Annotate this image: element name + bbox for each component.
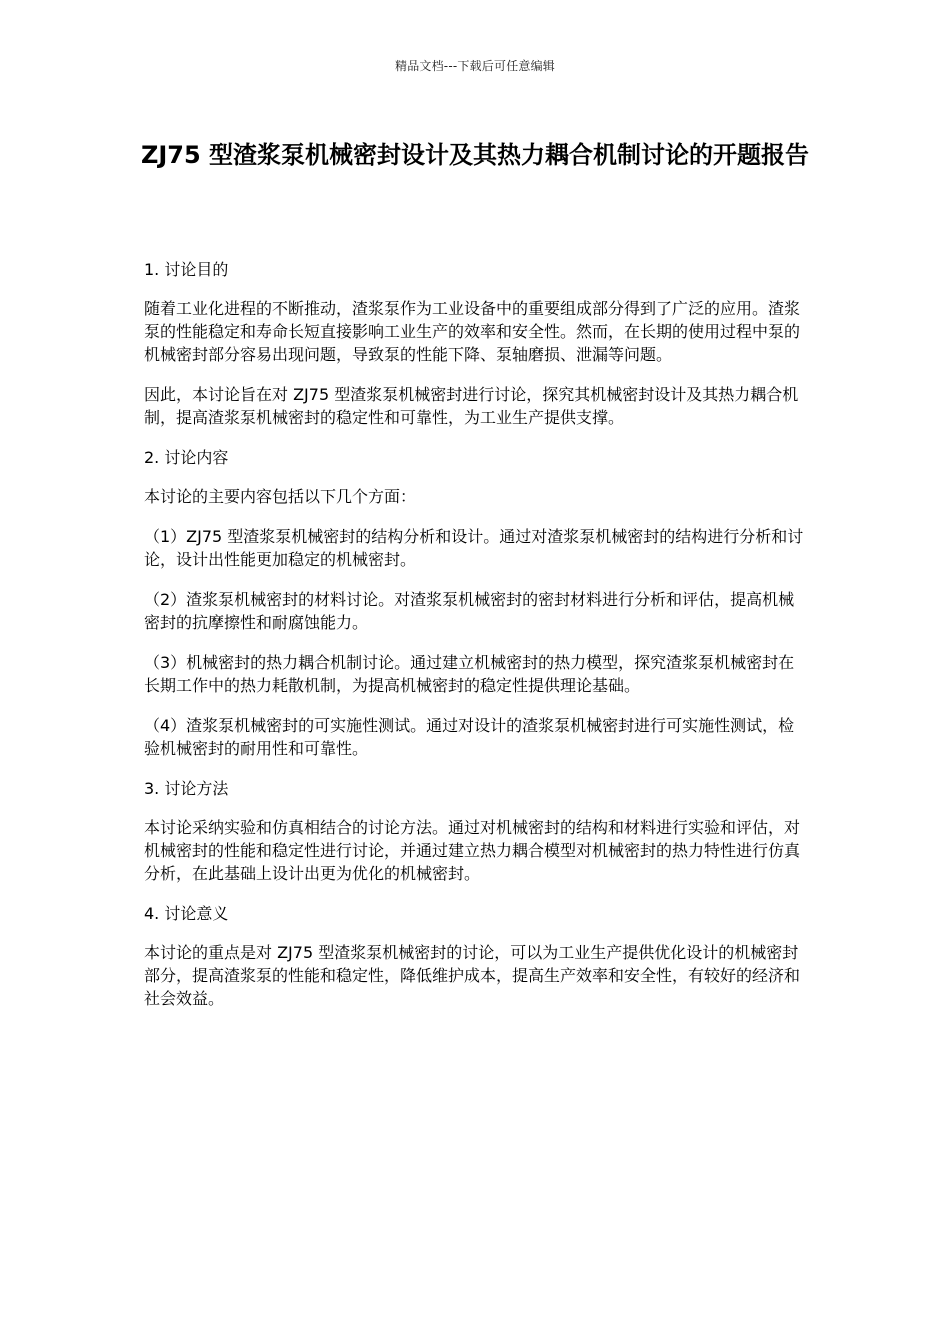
section-heading-significance: 4. 讨论意义	[144, 904, 229, 923]
document-title: ZJ75 型渣浆泵机械密封设计及其热力耦合机制讨论的开题报告	[140, 141, 810, 169]
list-item: （3）机械密封的热力耦合机制讨论。通过建立机械密封的热力模型，探究渣浆泵机械密封在长期工作中的热力耗散机制，为提高机械密封的稳定性提供理论基础。	[144, 653, 795, 695]
paragraph: 本讨论的重点是对 ZJ75 型渣浆泵机械密封的讨论，可以为工业生产提供优化设计的机械密封部分，提高渣浆泵的性能和稳定性，降低维护成本，提高生产效率和安全性，有较好的经济和社会效益。	[144, 943, 801, 1008]
paragraph: 本讨论的主要内容包括以下几个方面：	[144, 487, 417, 506]
paragraph: 随着工业化进程的不断推动，渣浆泵作为工业设备中的重要组成部分得到了广泛的应用。渣浆泵的性能稳定和寿命长短直接影响工业生产的效率和安全性。然而，在长期的使用过程中泵的机械密封部分容易出现问题，导致泵的性能下降、泵轴磨损、泄漏等问题。	[144, 299, 801, 364]
paragraph: 因此，本讨论旨在对 ZJ75 型渣浆泵机械密封进行讨论，探究其机械密封设计及其热力耦合机制，提高渣浆泵机械密封的稳定性和可靠性，为工业生产提供支撑。	[144, 385, 799, 427]
list-item: （4）渣浆泵机械密封的可实施性测试。通过对设计的渣浆泵机械密封进行可实施性测试，检验机械密封的耐用性和可靠性。	[144, 716, 795, 758]
section-heading-method: 3. 讨论方法	[144, 779, 229, 798]
section-heading-purpose: 1. 讨论目的	[144, 260, 229, 279]
section-heading-content: 2. 讨论内容	[144, 448, 229, 467]
document-body	[144, 258, 808, 1027]
paragraph: 本讨论采纳实验和仿真相结合的讨论方法。通过对机械密封的结构和材料进行实验和评估，对机械密封的性能和稳定性进行讨论，并通过建立热力耦合模型对机械密封的热力特性进行仿真分析，在此基础上设计出更为优化的机械密封。	[144, 818, 801, 883]
list-item: （2）渣浆泵机械密封的材料讨论。对渣浆泵机械密封的密封材料进行分析和评估，提高机械密封的抗摩擦性和耐腐蚀能力。	[144, 590, 795, 632]
list-item: （1）ZJ75 型渣浆泵机械密封的结构分析和设计。通过对渣浆泵机械密封的结构进行分析和讨论，设计出性能更加稳定的机械密封。	[144, 527, 804, 569]
header-note: 精品文档---下载后可任意编辑	[395, 59, 555, 73]
